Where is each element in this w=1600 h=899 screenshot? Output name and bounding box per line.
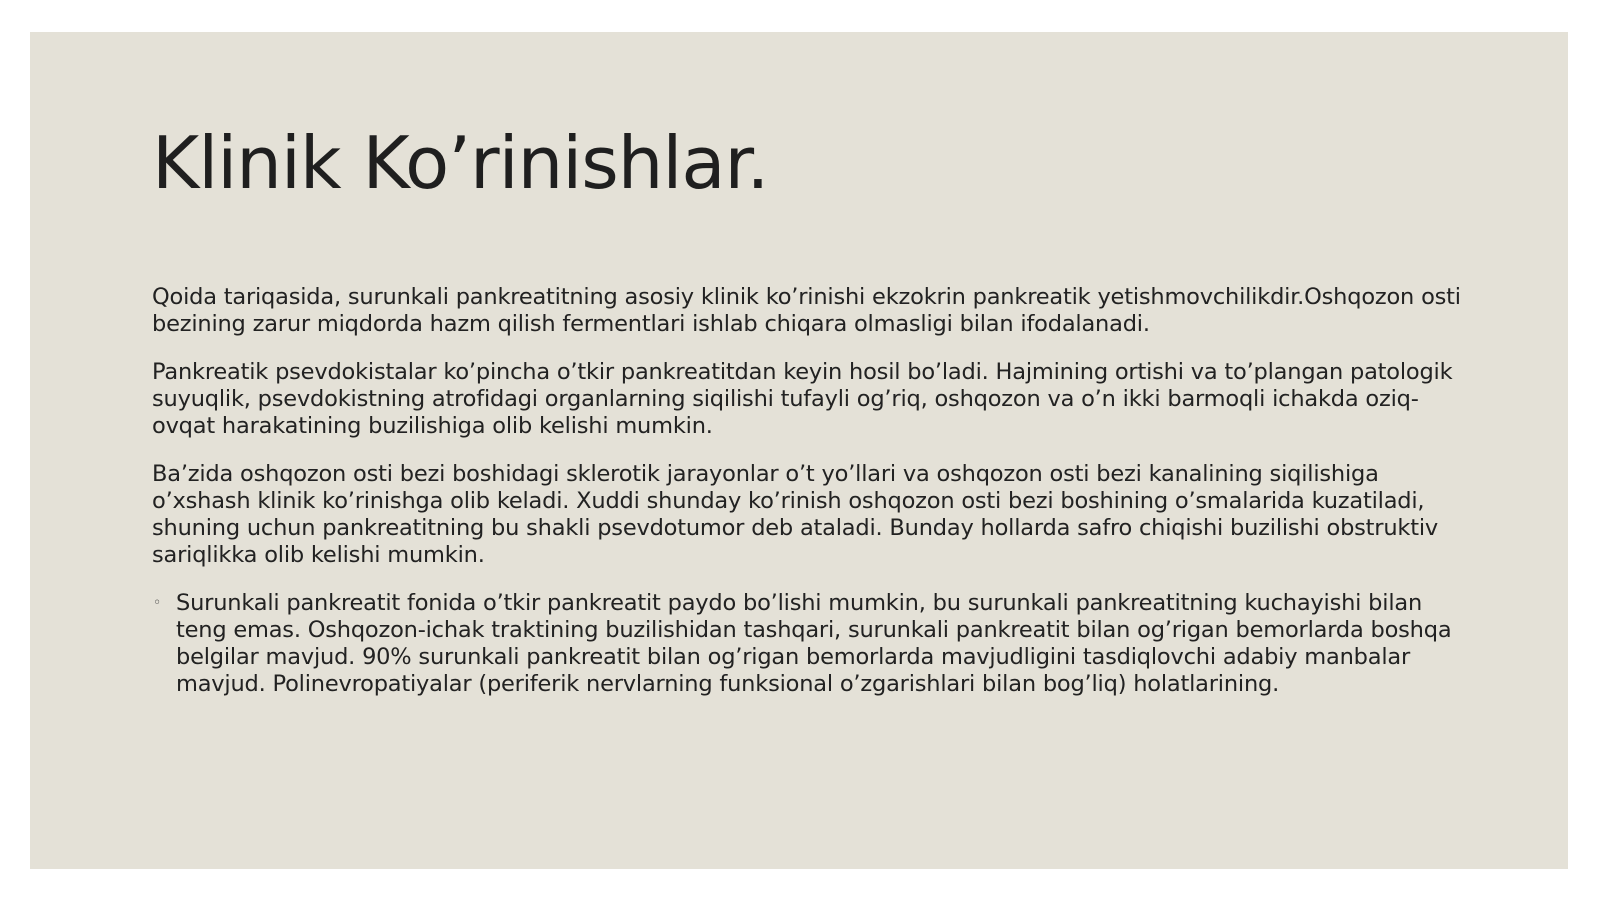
slide-body: [152, 284, 1472, 698]
bullet-item: [152, 590, 1472, 698]
body-paragraph: Ba’zida oshqozon osti bezi boshidagi sklerotik jarayonlar o’t yo’llari va oshqozon osti bezi kanalining siqilishiga o’xshash klinik ko’rinishga olib keladi. Xuddi shunday ko’rinish oshqozon osti bezi boshining o’smalarida kuzatiladi, shuning uchun pankreatitning bu shakli psevdotumor deb ataladi. Bunday hollarda safro chiqishi buzilishi obstruktiv sariqlikka olib kelishi mumkin.: [152, 461, 1439, 568]
slide-title: Klinik Ko’rinishlar.: [152, 121, 769, 205]
slide: [30, 32, 1568, 869]
body-paragraph: Qoida tariqasida, surunkali pankreatitning asosiy klinik ko’rinishi ekzokrin pankreatik yetishmovchilikdir.Oshqozon osti bezining zarur miqdorda hazm qilish fermentlari ishlab chiqara olmasligi bilan ifodalanadi.: [152, 284, 1461, 337]
bullet-list: [152, 590, 1472, 698]
bullet-text: Surunkali pankreatit fonida o’tkir pankreatit paydo bo’lishi mumkin, bu surunkali pankreatitning kuchayishi bilan teng emas. Oshqozon-ichak traktining buzilishidan tashqari, surunkali pankreatit bilan og’rigan bemorlarda boshqa belgilar mavjud. 90% surunkali pankreatit bilan og’rigan bemorlarda mavjudligini tasdiqlovchi adabiy manbalar mavjud. Polinevropatiyalar (periferik nervlarning funksional o’zgarishlari bilan bog’liq) holatlarining.: [176, 590, 1452, 697]
body-paragraph: Pankreatik psevdokistalar ko’pincha o’tkir pankreatitdan keyin hosil bo’ladi. Hajmining ortishi va to’plangan patologik suyuqlik, psevdokistning atrofidagi organlarning siqilishi tufayli og’riq, oshqozon va o’n ikki barmoqli ichakda oziq-ovqat harakatining buzilishiga olib kelishi mumkin.: [152, 359, 1453, 439]
hollow-circle-bullet-icon: ◦: [153, 595, 162, 611]
